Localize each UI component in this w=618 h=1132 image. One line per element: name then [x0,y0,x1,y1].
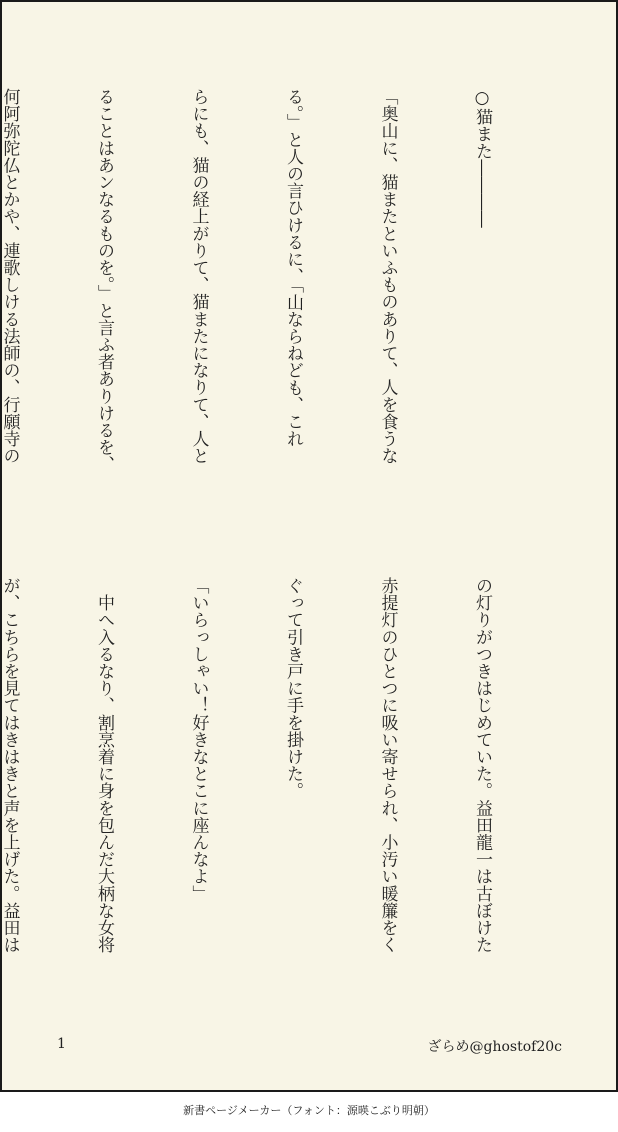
generator-caption: 新書ページメーカー（フォント：源暎こぶり明朝） [183,1104,435,1117]
quote-line: らにも、猫の経上がりて、猫またになりて、人と [188,88,209,465]
body-line: 中へ入るなり、割烹着に身を包んだ大柄な女将 [94,577,114,954]
upper-text-block [0,88,560,528]
quote-line: 「奥山に、猫またといふものありて、人を食うな [377,88,398,465]
body-line: ぐって引き戸に手を掛けた。 [283,577,303,800]
body-line: が、こちらを見てはきはきと声を上げた。益田は [0,577,20,954]
quote-line: 何阿弥陀仏とかや、連歌しける法師の、行願寺の [0,88,20,465]
page-number: 1 [57,1036,66,1052]
author-credit: ざらめ@ghostof20c [427,1039,562,1055]
quote-line: ることはあンなるものを。」と言ふ者ありけるを、 [94,88,114,473]
section-heading: ○猫また―――― [472,88,492,228]
dialogue-line: 「いらっしゃい！好きなとこに座んなよ」 [188,577,209,902]
body-line: 赤提灯のひとつに吸い寄せられ、小汚い暖簾をく [377,577,398,954]
lower-text-block [0,577,560,997]
body-line: の灯りがつきはじめていた。益田龍一は古ぼけた [472,577,492,954]
quote-line: る。」と人の言ひけるに、「山ならねども、これ [283,88,303,448]
